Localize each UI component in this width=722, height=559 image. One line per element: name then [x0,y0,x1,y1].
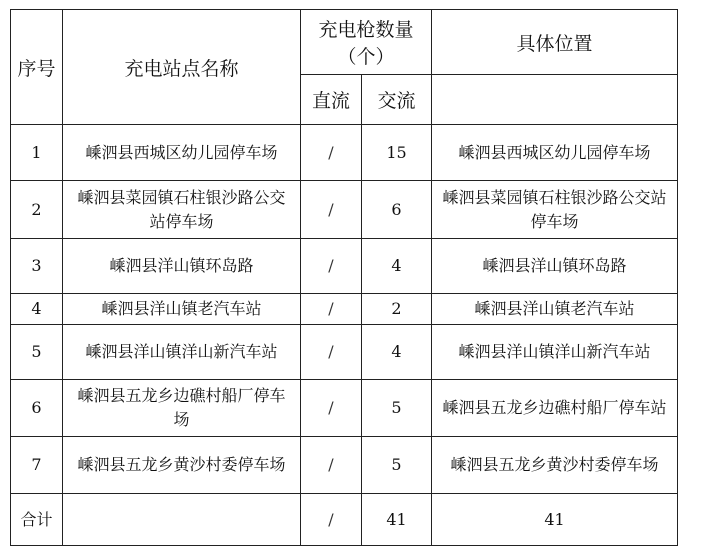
header-ac: 交流 [362,75,432,125]
total-ac: 41 [362,494,432,546]
charging-station-table [10,9,678,546]
total-dc: / [301,494,362,546]
row-ac: 6 [362,181,432,239]
table-row [11,239,678,294]
row-location: 嵊泗县西城区幼儿园停车场 [432,125,678,181]
header-location-empty [432,75,678,125]
header-dc: 直流 [301,75,362,125]
row-location: 嵊泗县洋山镇环岛路 [432,239,678,294]
row-name: 嵊泗县洋山镇老汽车站 [63,294,301,325]
row-ac: 2 [362,294,432,325]
row-dc: / [301,125,362,181]
row-location: 嵊泗县洋山镇老汽车站 [432,294,678,325]
header-location: 具体位置 [432,10,678,75]
row-name: 嵊泗县菜园镇石柱银沙路公交站停车场 [63,181,301,239]
charging-station-table-wrapper [10,9,678,546]
row-location: 嵊泗县洋山镇洋山新汽车站 [432,325,678,380]
row-dc: / [301,294,362,325]
row-location: 嵊泗县五龙乡黄沙村委停车场 [432,437,678,494]
total-name [63,494,301,546]
row-dc: / [301,437,362,494]
total-location: 41 [432,494,678,546]
row-index: 2 [11,181,63,239]
table-row [11,181,678,239]
table-row [11,325,678,380]
header-count-group: 充电枪数量（个） [301,10,432,75]
row-ac: 15 [362,125,432,181]
row-index: 7 [11,437,63,494]
row-dc: / [301,380,362,437]
row-index: 4 [11,294,63,325]
row-ac: 5 [362,380,432,437]
row-ac: 5 [362,437,432,494]
row-name: 嵊泗县洋山镇洋山新汽车站 [63,325,301,380]
header-index: 序号 [11,10,63,125]
row-dc: / [301,239,362,294]
row-index: 5 [11,325,63,380]
row-dc: / [301,325,362,380]
row-name: 嵊泗县五龙乡黄沙村委停车场 [63,437,301,494]
row-name: 嵊泗县五龙乡边礁村船厂停车场 [63,380,301,437]
row-ac: 4 [362,239,432,294]
row-location: 嵊泗县菜园镇石柱银沙路公交站停车场 [432,181,678,239]
total-label: 合计 [11,494,63,546]
row-ac: 4 [362,325,432,380]
row-index: 6 [11,380,63,437]
table-row [11,380,678,437]
row-name: 嵊泗县洋山镇环岛路 [63,239,301,294]
row-location: 嵊泗县五龙乡边礁村船厂停车站 [432,380,678,437]
table-row [11,125,678,181]
row-index: 3 [11,239,63,294]
row-index: 1 [11,125,63,181]
row-dc: / [301,181,362,239]
header-name: 充电站点名称 [63,10,301,125]
row-name: 嵊泗县西城区幼儿园停车场 [63,125,301,181]
header-row [11,10,678,75]
table-row [11,294,678,325]
table-row [11,437,678,494]
total-row [11,494,678,546]
